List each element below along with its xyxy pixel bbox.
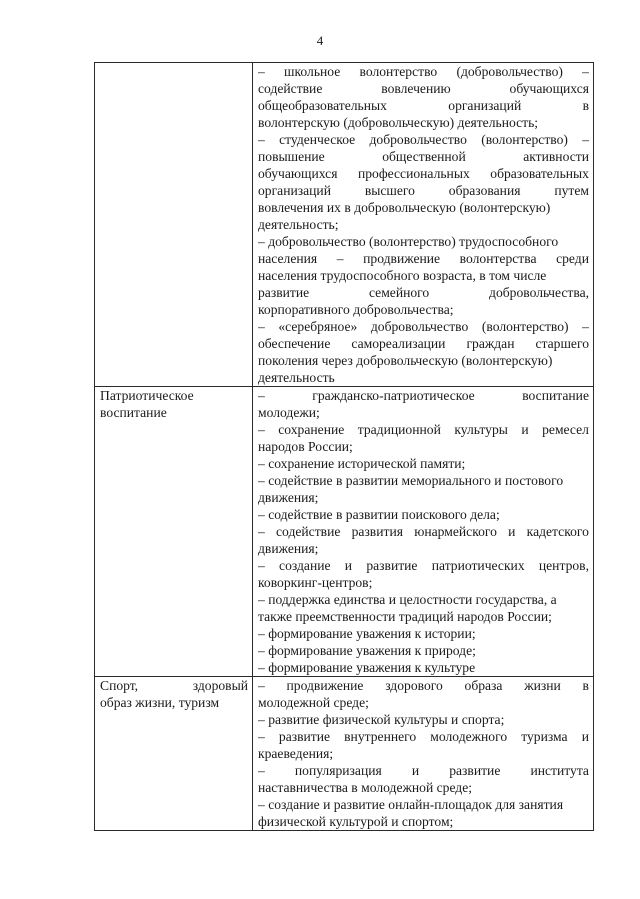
word: старшего: [535, 336, 589, 351]
category-cell: [95, 63, 253, 387]
word: добровольчество: [370, 319, 469, 334]
word: популяризация: [294, 763, 382, 778]
word: института: [530, 763, 589, 778]
word: молодежного: [430, 729, 508, 744]
description-line: населения трудоспособного возраста, в том числе: [258, 268, 547, 283]
word: студенческое: [279, 132, 356, 147]
word: в: [582, 678, 589, 693]
word: традиционной: [357, 422, 441, 437]
word: центров,: [538, 558, 589, 573]
word: содействие: [276, 524, 341, 539]
word: организаций: [258, 183, 331, 198]
word: культуры: [454, 422, 508, 437]
activity-table: [94, 62, 594, 831]
word: (добровольчество): [456, 64, 563, 79]
description-cell: [253, 677, 594, 831]
word: юнармейского: [414, 524, 497, 539]
word: –: [258, 678, 265, 693]
word: здорового: [385, 678, 443, 693]
word: развития: [351, 524, 403, 539]
word: среди: [556, 251, 589, 266]
word: –: [582, 319, 589, 334]
word: образа: [464, 678, 503, 693]
description-line: краеведения;: [258, 746, 334, 761]
word: –: [258, 319, 265, 334]
word: –: [258, 422, 265, 437]
word: волонтерство: [359, 64, 438, 79]
word: жизни: [524, 678, 561, 693]
description-line: наставничества в молодежной среде;: [258, 780, 473, 795]
description-line: [258, 250, 589, 267]
word: граждан: [466, 336, 515, 351]
description-line: – добровольчество (волонтерство) трудоспособного: [258, 234, 559, 249]
word: (волонтерство): [481, 132, 568, 147]
description-line: – формирование уважения к культуре: [258, 660, 476, 675]
word: высшего: [364, 183, 415, 198]
word: населения: [258, 251, 318, 266]
description-line: вовлечения их в добровольческую (волонтерскую): [258, 200, 551, 215]
description-line: [258, 165, 589, 182]
word: внутреннего: [344, 729, 417, 744]
description-line: [258, 284, 589, 301]
word: профессиональных: [357, 166, 470, 181]
word: –: [258, 558, 265, 573]
description-line: – содействие в развитии поискового дела;: [258, 507, 500, 522]
description-cell: [253, 387, 594, 677]
word: организаций: [448, 98, 522, 113]
description-line: коворкинг-центров;: [258, 575, 373, 590]
word: «серебряное»: [278, 319, 358, 334]
word: Спорт,: [100, 678, 139, 693]
description-line: – создание и развитие онлайн-площадок для занятия: [258, 797, 564, 812]
word: сохранение: [278, 422, 345, 437]
category-line: воспитание: [100, 405, 167, 420]
description-line: молодежи;: [258, 405, 320, 420]
word: кадетского: [526, 524, 589, 539]
description-line: [258, 523, 589, 540]
word: –: [582, 132, 589, 147]
word: развитие: [366, 558, 418, 573]
word: развитие: [278, 729, 331, 744]
description-line: [258, 728, 589, 745]
word: –: [258, 524, 265, 539]
word: создание: [279, 558, 331, 573]
description-line: физической культурой и спортом;: [258, 814, 454, 829]
word: самореализации: [351, 336, 446, 351]
word: активности: [523, 149, 589, 164]
word: добровольчества,: [489, 285, 589, 300]
description-line: [258, 148, 589, 165]
word: обеспечение: [258, 336, 331, 351]
word: воспитание: [522, 388, 589, 403]
description-line: – содействие в развитии мемориального и постового: [258, 473, 564, 488]
word: путем: [554, 183, 589, 198]
word: и: [508, 524, 516, 539]
description-line: деятельность;: [258, 217, 339, 232]
word: образовательных: [490, 166, 589, 181]
description-line: [258, 557, 589, 574]
description-line: [258, 762, 589, 779]
word: –: [336, 251, 344, 266]
page-number: 4: [316, 33, 324, 48]
category-line: Патриотическое: [100, 388, 194, 403]
description-cell: [253, 63, 594, 387]
word: гражданско-патриотическое: [312, 388, 475, 403]
category-line: образ жизни, туризм: [100, 695, 220, 710]
word: (волонтерство): [481, 319, 569, 334]
description-line: поколения через добровольческую (волонтерскую): [258, 353, 553, 368]
description-line: [258, 677, 589, 694]
word: общеобразовательных: [258, 98, 387, 113]
word: повышение: [258, 149, 325, 164]
description-line: [258, 421, 589, 438]
word: –: [258, 729, 265, 744]
word: продвижение: [363, 251, 441, 266]
description-line: – развитие физической культуры и спорта;: [258, 712, 505, 727]
word: туризма: [521, 729, 568, 744]
word: развитие: [449, 763, 501, 778]
description-line: [258, 335, 589, 352]
word: патриотических: [431, 558, 525, 573]
description-line: молодежной среде;: [258, 695, 369, 710]
word: вовлечению: [381, 81, 451, 96]
word: ремесел: [542, 422, 589, 437]
description-line: движения;: [258, 541, 319, 556]
description-line: движения;: [258, 490, 319, 505]
word: –: [258, 64, 265, 79]
description-line: также преемственности традиций народов России;: [258, 609, 552, 624]
description-line: – формирование уважения к природе;: [258, 643, 476, 658]
description-line: [258, 182, 589, 199]
description-line: [258, 97, 589, 114]
word: и: [581, 729, 589, 744]
word: –: [258, 763, 265, 778]
word: развитие: [258, 285, 310, 300]
word: семейного: [368, 285, 430, 300]
word: школьное: [284, 64, 341, 79]
word: общественной: [382, 149, 466, 164]
word: и: [521, 422, 529, 437]
description-line: [258, 387, 589, 404]
word: волонтерства: [459, 251, 537, 266]
description-line: – поддержка единства и целостности государства, а: [258, 592, 557, 607]
description-line: [258, 131, 589, 148]
word: –: [582, 64, 589, 79]
table-row: [95, 63, 594, 387]
word: здоровый: [192, 678, 248, 693]
category-line: [100, 677, 248, 694]
description-line: – формирование уважения к истории;: [258, 626, 476, 641]
word: обучающихся: [509, 81, 589, 96]
word: –: [258, 388, 265, 403]
table-row: [95, 387, 594, 677]
word: содействие: [258, 81, 323, 96]
word: продвижение: [286, 678, 364, 693]
description-line: [258, 80, 589, 97]
description-line: волонтерскую (добровольческую) деятельность;: [258, 115, 539, 130]
category-cell: [95, 677, 253, 831]
word: –: [258, 132, 265, 147]
table-row: [95, 677, 594, 831]
category-cell: [95, 387, 253, 677]
activity-table-body: [95, 63, 594, 831]
word: в: [582, 98, 589, 113]
description-line: [258, 63, 589, 80]
description-line: народов России;: [258, 439, 353, 454]
word: и: [411, 763, 420, 778]
description-line: – сохранение исторической памяти;: [258, 456, 466, 471]
word: образования: [448, 183, 521, 198]
description-line: корпоративного добровольчества;: [258, 302, 454, 317]
word: и: [344, 558, 353, 573]
description-line: деятельность: [258, 370, 335, 385]
description-line: [258, 318, 589, 335]
word: обучающихся: [258, 166, 338, 181]
word: добровольчество: [369, 132, 467, 147]
